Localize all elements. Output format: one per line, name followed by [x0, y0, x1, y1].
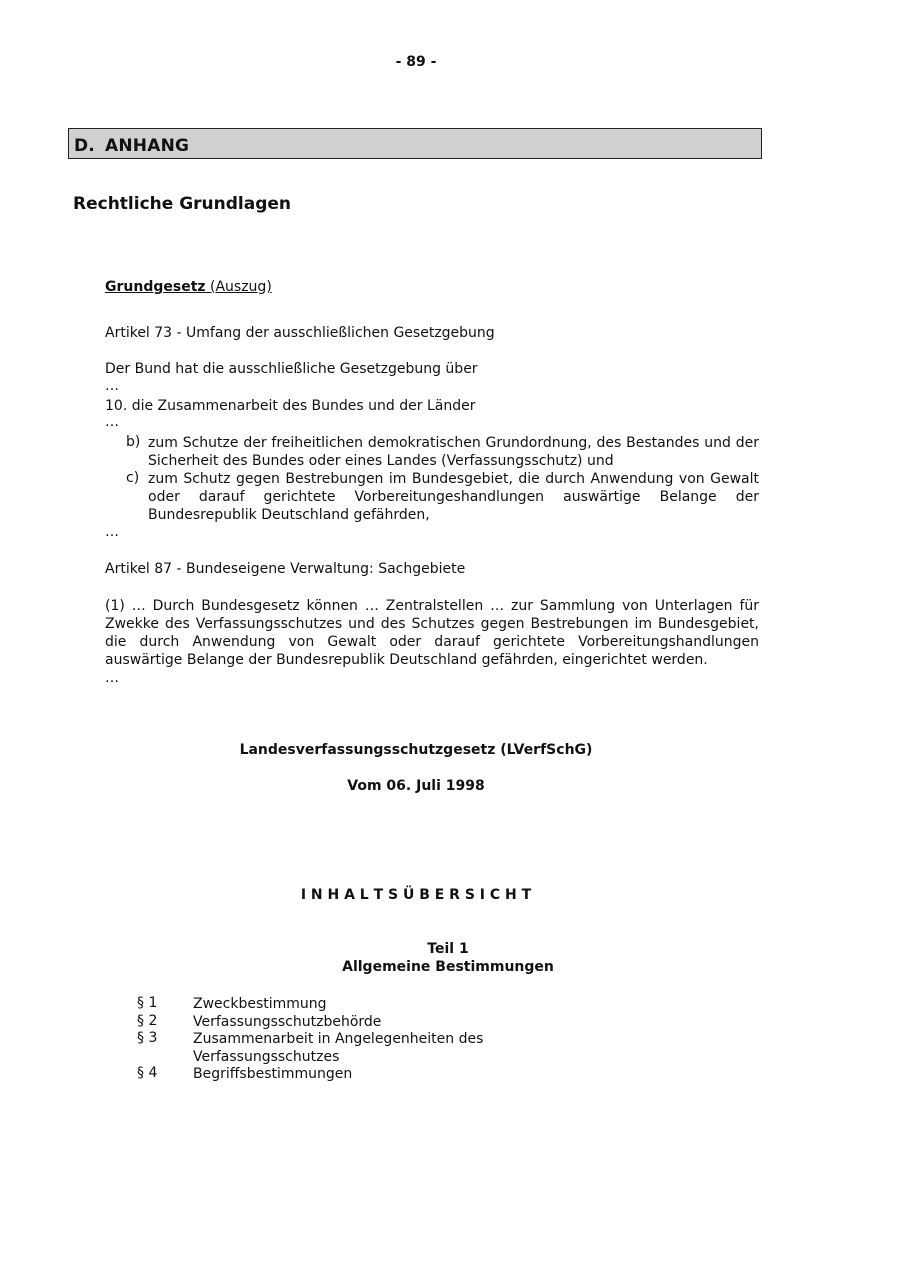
article-73-item-10: 10. die Zusammenarbeit des Bundes und der Länder [105, 398, 476, 414]
toc-entry-symbol: § 4 [137, 1065, 158, 1081]
page-number: - 89 - [395, 54, 437, 70]
ellipsis-3: … [105, 524, 119, 540]
toc-entry-text: Zweckbestimmung [193, 996, 327, 1012]
toc-heading: I N H A L T S Ü B E R S I C H T [300, 887, 532, 903]
list-item-b-letter: b) [126, 434, 141, 450]
grundgesetz-title-suffix: (Auszug) [210, 279, 272, 295]
lverfschg-date: Vom 06. Juli 1998 [347, 778, 485, 794]
subheading: Rechtliche Grundlagen [73, 194, 292, 214]
list-item-b-text: zum Schutze der freiheitlichen demokratischen Grundordnung, des Bestandes und der Sicherheit des Bundes oder eines Landes (Verfassungsschutz) und [148, 435, 759, 469]
section-header-bar [68, 128, 762, 159]
toc-part-label: Teil 1 [427, 941, 469, 957]
ellipsis-4: … [105, 670, 119, 686]
toc-entry-text: Zusammenarbeit in Angelegenheiten des Verfassungsschutzes [193, 1031, 484, 1065]
article-73-intro: Der Bund hat die ausschließliche Gesetzgebung über [105, 361, 478, 377]
ellipsis-1: … [105, 378, 119, 394]
toc-entry-symbol: § 3 [137, 1030, 158, 1046]
list-item-c-letter: c) [126, 470, 140, 486]
toc-entry-text: Verfassungsschutzbehörde [193, 1014, 382, 1030]
section-prefix: D. [74, 136, 95, 156]
grundgesetz-title-bold: Grundgesetz [105, 279, 206, 295]
toc-entry-text: Begriffsbestimmungen [193, 1066, 353, 1082]
ellipsis-2: … [105, 414, 119, 430]
article-73-heading: Artikel 73 - Umfang der ausschließlichen Gesetzgebung [105, 325, 495, 341]
lverfschg-title: Landesverfassungsschutzgesetz (LVerfSchG) [239, 742, 593, 758]
grundgesetz-title [105, 279, 272, 295]
article-87-heading: Artikel 87 - Bundeseigene Verwaltung: Sachgebiete [105, 561, 466, 577]
toc-entry-symbol: § 1 [137, 995, 158, 1011]
list-item-c-text: zum Schutz gegen Bestrebungen im Bundesgebiet, die durch Anwendung von Gewalt oder darauf gerichtete Vorbereitungeshandlungen auswärtige Belange der Bundesrepublik Deutschland gefährden, [148, 471, 759, 523]
toc-entry-symbol: § 2 [137, 1013, 158, 1029]
article-87-paragraph: (1) … Durch Bundesgesetz können … Zentralstellen … zur Sammlung von Unterlagen für Zwekke des Verfassungsschutzes und des Schutzes gegen Bestrebungen im Bundesgebiet, die durch Anwendung von Gewalt oder darauf gerichtete Vorbereitungshandlungen auswärtige Belange der Bundesrepublik Deutschland gefährden, eingerichtet werden. [105, 598, 759, 668]
section-title: ANHANG [105, 136, 190, 156]
toc-part-title: Allgemeine Bestimmungen [342, 959, 554, 975]
